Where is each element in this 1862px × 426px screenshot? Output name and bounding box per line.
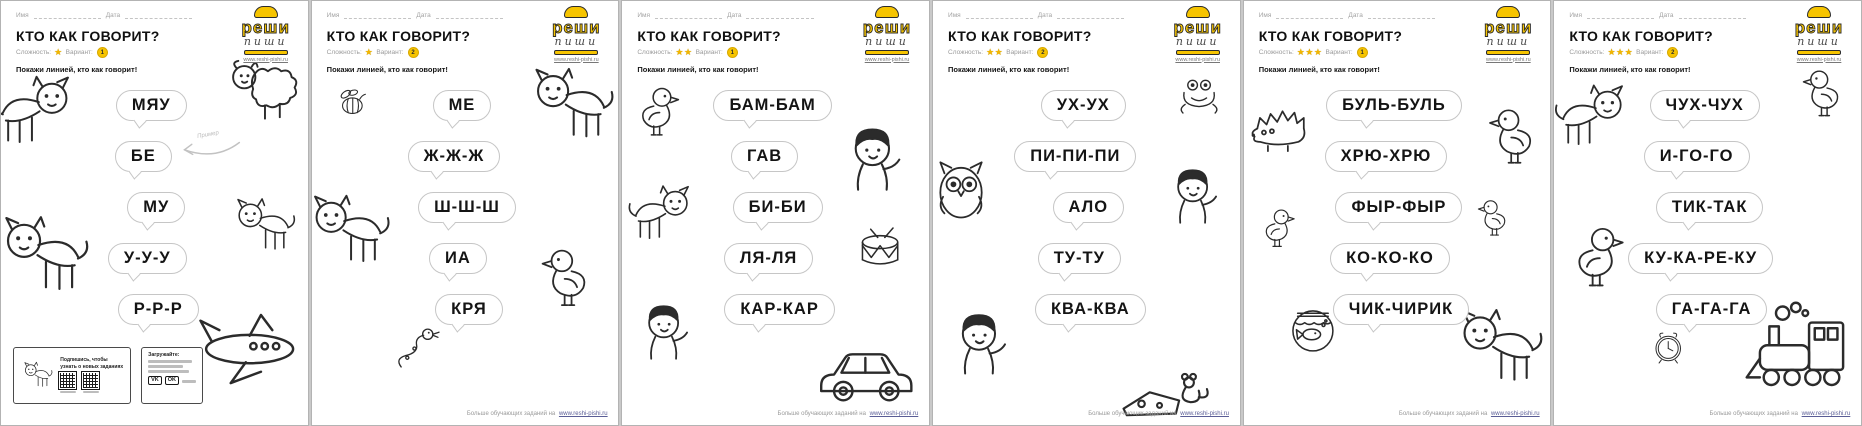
logo-word-reshi: реши [862, 18, 912, 37]
logo-cap-icon [1496, 6, 1520, 18]
example-label: Пример [196, 130, 220, 141]
difficulty-stars: ★★ [675, 47, 693, 57]
date-line [125, 12, 192, 19]
variant-badge: 1 [727, 47, 738, 58]
speech-bubble: ЛЯ-ЛЯ [724, 243, 813, 274]
singing-girl-illustration [625, 298, 708, 372]
difficulty-stars: ★★★ [1296, 47, 1323, 57]
difficulty-label: Сложность: [948, 49, 984, 56]
speech-bubble: МУ [127, 192, 185, 223]
reshi-pishi-logo [1165, 6, 1231, 63]
name-label: Имя [1258, 12, 1272, 19]
date-line [1057, 12, 1124, 19]
subscribe-text: Подпишись, чтобы узнать о новых заданиях [60, 357, 124, 370]
instruction-text: Покажи линией, кто как говорит! [948, 65, 1070, 74]
bubble-column [1013, 90, 1154, 325]
page-title: КТО КАК ГОВОРИТ? [948, 28, 1092, 44]
logo-cap-icon [875, 6, 899, 18]
download-title: Загружайте: [148, 351, 180, 358]
logo-cap-icon [254, 6, 278, 18]
logo-cap-icon [1807, 6, 1831, 18]
example-hint [179, 130, 243, 166]
name-label: Имя [948, 12, 961, 19]
vk-badge: VK [148, 376, 162, 385]
reshi-pishi-logo [1475, 6, 1541, 63]
footer-note [1088, 411, 1229, 417]
name-line [34, 12, 101, 19]
subscribe-box [13, 347, 131, 404]
speech-bubble: МЯУ [116, 90, 187, 121]
text-bar [148, 370, 189, 373]
speech-bubble: КУ-КА-РЕ-КУ [1628, 243, 1773, 274]
footer-text: Больше обучающих заданий на [466, 411, 556, 418]
worksheet-page [621, 0, 930, 426]
speech-bubble: ЧИК-ЧИРИК [1333, 294, 1469, 325]
name-label: Имя [637, 12, 651, 19]
promo-row [13, 347, 203, 404]
footer-text: Больше обучающих заданий на [1088, 411, 1177, 418]
page-title: КТО КАК ГОВОРИТ? [637, 28, 781, 44]
speech-bubble: Р-Р-Р [118, 294, 199, 325]
footer-text: Больше обучающих заданий на [777, 411, 866, 418]
difficulty-label: Сложность: [326, 49, 362, 56]
worksheet-page [311, 0, 620, 426]
alarm-clock-illustration [1646, 327, 1692, 370]
logo-url: www.reshi-pishi.ru [554, 56, 599, 63]
variant-label: Вариант: [1636, 49, 1664, 56]
page-title: КТО КАК ГОВОРИТ? [1569, 28, 1713, 44]
instruction-text: Покажи линией, кто как говорит! [326, 65, 448, 74]
footer-note [467, 411, 608, 417]
speech-bubble: ИА [429, 243, 487, 274]
page-header [1554, 1, 1861, 74]
variant-label: Вариант: [1325, 49, 1353, 56]
speech-bubble: Ж-Ж-Ж [408, 141, 501, 172]
instruction-text: Покажи линией, кто как говорит! [16, 65, 138, 74]
logo-word-reshi: реши [1173, 18, 1222, 37]
page-title: КТО КАК ГОВОРИТ? [326, 28, 471, 44]
speech-bubble: ТУ-ТУ [1038, 243, 1121, 274]
instruction-text: Покажи линией, кто как говорит! [1569, 65, 1691, 74]
drum-illustration [846, 221, 917, 285]
footer-link: www.reshi-pishi.ru [1801, 411, 1851, 418]
date-line [746, 12, 813, 19]
speech-bubble: ФЫР-ФЫР [1335, 192, 1462, 223]
owl-illustration [933, 154, 1004, 228]
example-arrow-icon [179, 137, 243, 161]
difficulty-stars: ★★ [986, 47, 1004, 57]
goat-illustration [312, 192, 395, 274]
logo-word-pishi: пиши [1175, 35, 1220, 48]
logo-url: www.reshi-pishi.ru [1486, 56, 1531, 63]
kid-with-phone-illustration [1154, 162, 1237, 236]
difficulty-label: Сложность: [1258, 49, 1294, 56]
name-date-row [637, 12, 813, 19]
footer-link: www.reshi-pishi.ru [869, 411, 919, 418]
date-line [1679, 12, 1746, 19]
speech-bubble: БЕ [115, 141, 172, 172]
sparrow-illustration [1250, 205, 1305, 256]
name-label: Имя [1569, 12, 1583, 19]
cow-illustration [1, 213, 93, 302]
name-line [1276, 12, 1343, 19]
difficulty-stars: ★ [54, 47, 63, 57]
logo-url: www.reshi-pishi.ru [243, 56, 288, 63]
logo-pencil-icon [1176, 50, 1220, 55]
difficulty-label: Сложность: [16, 49, 52, 56]
date-label: Дата [1037, 12, 1053, 19]
footer-note [778, 411, 919, 417]
footer-note [1399, 411, 1540, 417]
duck-illustration [526, 243, 609, 317]
cat-illustration [228, 196, 299, 260]
speech-bubble: КВА-КВА [1035, 294, 1146, 325]
text-bar [148, 360, 191, 363]
footer-link: www.reshi-pishi.ru [1490, 411, 1540, 418]
qr-caption-bar [60, 391, 76, 394]
page-header [622, 1, 929, 74]
bubble-column [391, 90, 532, 325]
speech-bubble: БАМ-БАМ [713, 90, 831, 121]
date-label: Дата [416, 12, 431, 19]
qr-caption-bar [83, 391, 99, 394]
logo-url: www.reshi-pishi.ru [1796, 56, 1842, 63]
speech-bubble: КАР-КАР [724, 294, 834, 325]
snake-illustration [394, 323, 455, 379]
speech-bubble: ГА-ГА-ГА [1656, 294, 1768, 325]
date-label: Дата [1659, 12, 1674, 19]
bee-illustration [327, 82, 376, 128]
logo-pencil-icon [554, 50, 598, 55]
name-date-row [327, 12, 503, 19]
hen-illustration [1474, 103, 1551, 174]
text-bar [148, 365, 183, 368]
variant-badge: 2 [1037, 47, 1048, 58]
speech-bubble: ТИК-ТАК [1656, 192, 1764, 223]
date-line [436, 12, 503, 19]
bubble-column [81, 90, 222, 325]
difficulty-label: Сложность: [1569, 49, 1605, 56]
download-box [141, 347, 203, 404]
logo-cap-icon [564, 6, 588, 18]
frog-illustration [1169, 69, 1233, 128]
text-bar [182, 380, 196, 383]
logo-word-pishi: пиши [865, 35, 909, 48]
speech-bubble: БИ-БИ [733, 192, 823, 223]
horse-illustration [1554, 82, 1634, 156]
chick-illustration [1468, 196, 1520, 244]
date-label: Дата [1348, 12, 1363, 19]
variant-label: Вариант: [65, 49, 93, 56]
worksheet-page [1553, 0, 1862, 426]
page-title: КТО КАК ГОВОРИТ? [16, 28, 160, 44]
logo-pencil-icon [1797, 50, 1841, 55]
variant-badge: 1 [1357, 47, 1368, 58]
name-date-row [1569, 12, 1745, 19]
logo-word-reshi: реши [1484, 18, 1533, 37]
variant-label: Вариант: [1006, 49, 1034, 56]
page-header [1, 1, 308, 74]
instruction-text: Покажи линией, кто как говорит! [1258, 65, 1380, 74]
store-badges [148, 376, 196, 385]
reshi-pishi-logo [1786, 6, 1852, 63]
footer-link: www.reshi-pishi.ru [558, 411, 608, 418]
qr-code [83, 373, 98, 388]
reshi-pishi-logo [233, 6, 299, 63]
speech-bubble: И-ГО-ГО [1644, 141, 1750, 172]
footer-link: www.reshi-pishi.ru [1180, 411, 1229, 418]
bubble-column [1323, 90, 1464, 325]
hedgehog-illustration [1244, 94, 1324, 165]
footer-text: Больше обучающих заданий на [1709, 411, 1798, 418]
logo-pencil-icon [1486, 50, 1530, 55]
logo-cap-icon [1186, 6, 1210, 18]
logo-word-reshi: реши [552, 18, 601, 37]
mascot-illustration [20, 360, 54, 390]
logo-word-pishi: пиши [1486, 35, 1531, 48]
logo-url: www.reshi-pishi.ru [1175, 56, 1220, 63]
page-header [312, 1, 619, 74]
variant-label: Вариант: [376, 49, 404, 56]
bubble-column [702, 90, 843, 325]
speech-bubble: АЛО [1053, 192, 1125, 223]
date-line [1368, 12, 1435, 19]
name-line [966, 12, 1033, 19]
qr-code [60, 373, 75, 388]
name-label: Имя [326, 12, 340, 19]
footer-note [1710, 411, 1851, 417]
speech-bubble: КО-КО-КО [1330, 243, 1450, 274]
speech-bubble: ГАВ [731, 141, 798, 172]
name-line [344, 12, 411, 19]
logo-word-pishi: пиши [243, 35, 288, 48]
dog-illustration [625, 183, 699, 249]
name-date-row [948, 12, 1124, 19]
speech-bubble: БУЛЬ-БУЛЬ [1326, 90, 1462, 121]
speech-bubble: Ш-Ш-Ш [418, 192, 516, 223]
name-date-row [16, 12, 192, 19]
ok-badge: OK [165, 376, 179, 385]
page-header [1244, 1, 1551, 74]
variant-badge: 2 [1667, 47, 1678, 58]
variant-badge: 2 [408, 47, 419, 58]
name-line [1587, 12, 1654, 19]
tiger-illustration [1, 73, 81, 155]
logo-pencil-icon [244, 50, 288, 55]
date-label: Дата [105, 12, 121, 19]
difficulty-stars: ★ [364, 47, 374, 57]
logo-pencil-icon [865, 50, 909, 55]
worksheet-page [0, 0, 309, 426]
variant-badge: 1 [97, 47, 108, 58]
speech-bubble: У-У-У [108, 243, 187, 274]
crow-illustration [622, 82, 693, 146]
speech-bubble: ХРЮ-ХРЮ [1325, 141, 1448, 172]
worksheet-page [932, 0, 1241, 426]
car-illustration [812, 323, 922, 420]
speech-bubble: УХ-УХ [1041, 90, 1126, 121]
logo-word-reshi: реши [1794, 18, 1844, 37]
difficulty-label: Сложность: [637, 49, 673, 56]
instruction-text: Покажи линией, кто как говорит! [637, 65, 759, 74]
reshi-pishi-logo [854, 6, 920, 63]
worksheet-page [1243, 0, 1552, 426]
logo-word-pishi: пиши [554, 35, 599, 48]
speech-bubble: ЧУХ-ЧУХ [1650, 90, 1760, 121]
speech-bubble: ПИ-ПИ-ПИ [1014, 141, 1136, 172]
qr-row [60, 373, 124, 393]
name-line [655, 12, 722, 19]
name-date-row [1259, 12, 1435, 19]
footer-text: Больше обучающих заданий на [1398, 411, 1488, 418]
logo-word-reshi: реши [241, 18, 290, 37]
difficulty-stars: ★★★ [1607, 47, 1634, 57]
donkey-illustration [523, 65, 618, 149]
speech-bubble: МЕ [433, 90, 492, 121]
page-header [933, 1, 1240, 74]
page-title: КТО КАК ГОВОРИТ? [1258, 28, 1403, 44]
logo-url: www.reshi-pishi.ru [864, 56, 910, 63]
bubble-column [1634, 90, 1775, 325]
date-label: Дата [727, 12, 742, 19]
name-label: Имя [16, 12, 29, 19]
logo-word-pishi: пиши [1797, 35, 1841, 48]
variant-label: Вариант: [695, 49, 723, 56]
speech-bubble: КРЯ [435, 294, 503, 325]
reshi-pishi-logo [543, 6, 609, 63]
